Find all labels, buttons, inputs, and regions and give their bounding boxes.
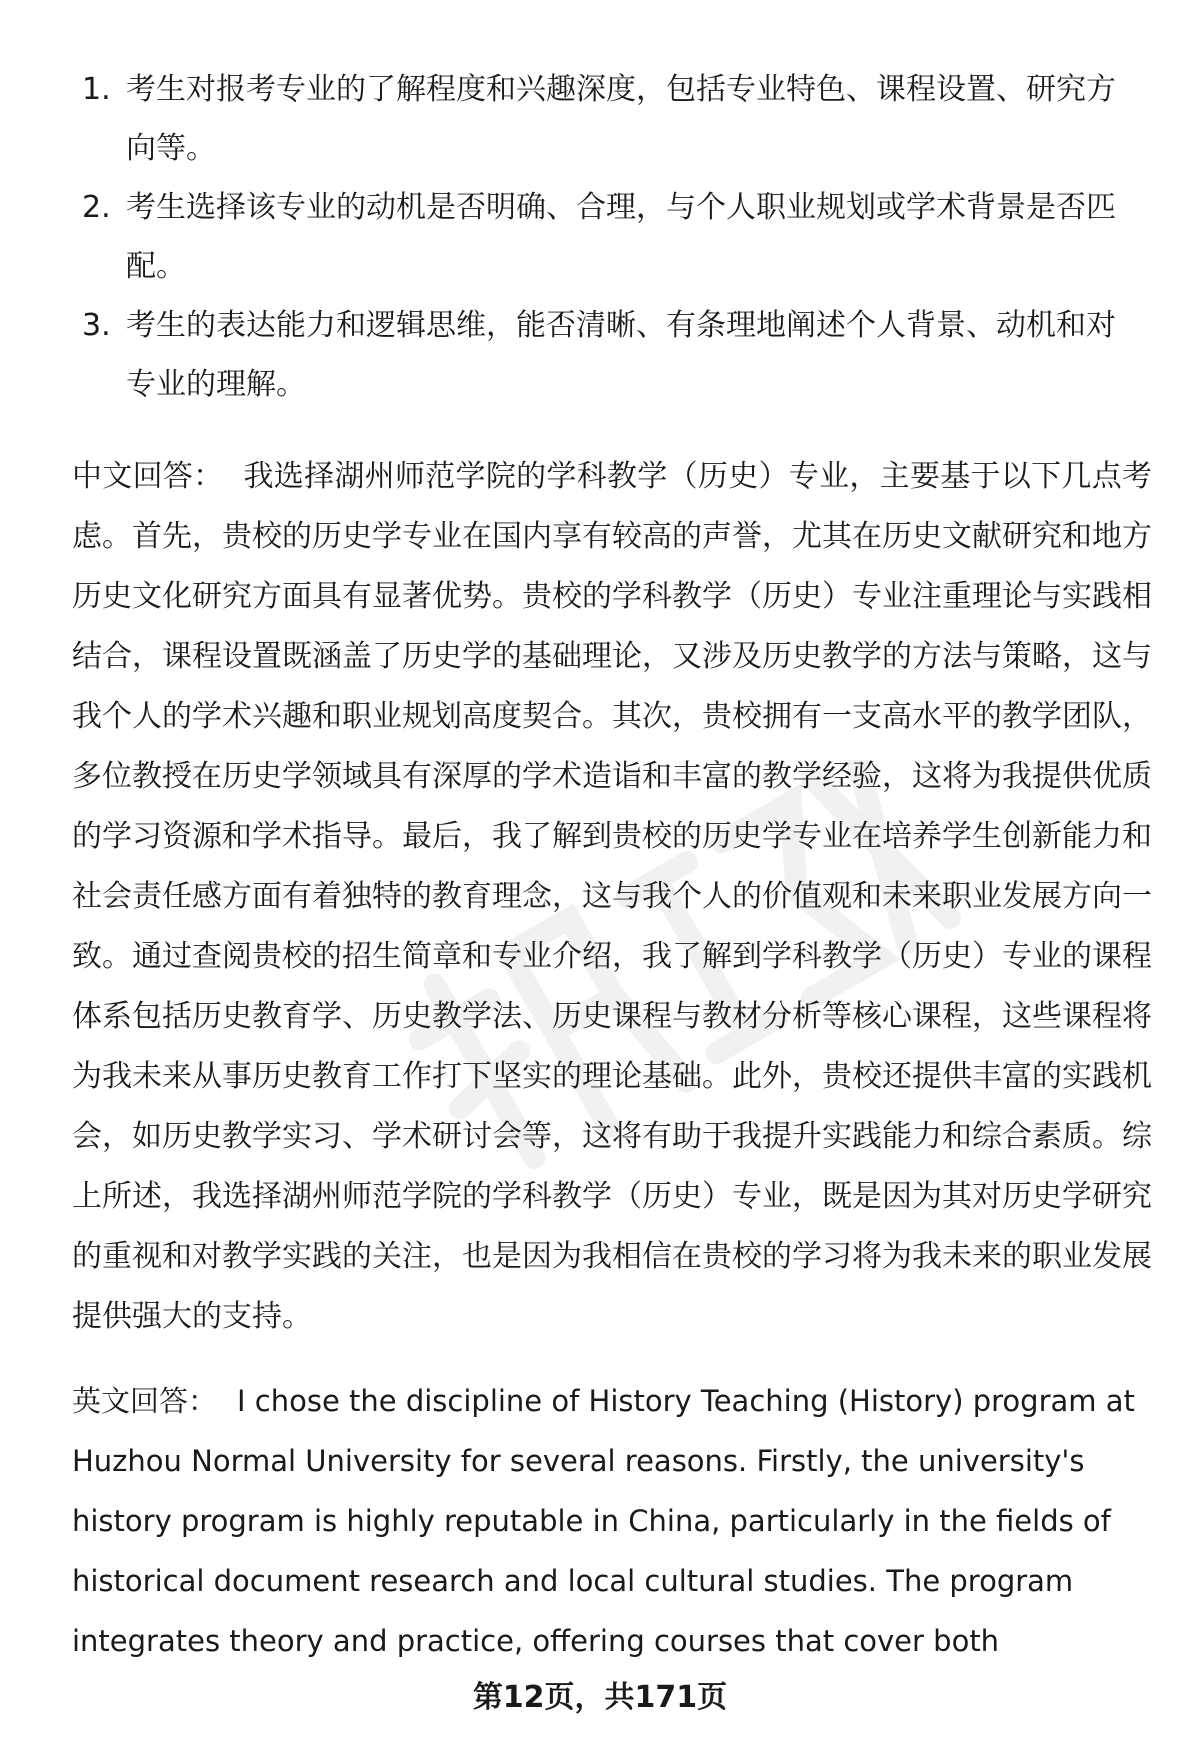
list-item-number: 2.	[82, 190, 111, 225]
list-item-text: 考生选择该专业的动机是否明确、合理，与个人职业规划或学术背景是否匹配。	[126, 190, 1116, 284]
chinese-answer-text: 我选择湖州师范学院的学科教学（历史）专业，主要基于以下几点考虑。首先，贵校的历史学专业在国内享有较高的声誉，尤其在历史文献研究和地方历史文化研究方面具有显著优势。贵校的学科教学（历史）专业注重理论与实践相结合，课程设置既涵盖了历史学的基础理论，又涉及历史教学的方法与策略，这与我个人的学术兴趣和职业规划高度契合。其次，贵校拥有一支高水平的教学团队，多位教授在历史学领域具有深厚的学术造诣和丰富的教学经验，这将为我提供优质的学习资源和学术指导。最后，我了解到贵校的历史学专业在培养学生创新能力和社会责任感方面有着独特的教育理念，这与我个人的价值观和未来职业发展方向一致。通过查阅贵校的招生简章和专业介绍，我了解到学科教学（历史）专业的课程体系包括历史教育学、历史教学法、历史课程与教材分析等核心课程，这些课程将为我未来从事历史教育工作打下坚实的理论基础。此外，贵校还提供丰富的实践机会，如历史教学实习、学术研讨会等，这将有助于我提升实践能力和综合素质。综上所述，我选择湖州师范学院的学科教学（历史）专业，既是因为其对历史学研究的重视和对教学实践的关注，也是因为我相信在贵校的学习将为我未来的职业发展提供强大的支持。	[72, 459, 1153, 1334]
list-item-text: 考生对报考专业的了解程度和兴趣深度，包括专业特色、课程设置、研究方向等。	[126, 72, 1116, 166]
chinese-answer-label: 中文回答：	[72, 459, 224, 494]
page-number-footer: 第12页，共171页	[472, 1680, 728, 1715]
list-item	[72, 296, 1142, 414]
evaluation-criteria-list	[72, 60, 1142, 414]
list-item	[72, 60, 1142, 178]
list-item-number: 3.	[82, 308, 111, 343]
english-answer-label: 英文回答：	[72, 1384, 218, 1418]
list-item-number: 1.	[82, 72, 111, 107]
list-item-text: 考生的表达能力和逻辑思维，能否清晰、有条理地阐述个人背景、动机和对专业的理解。	[126, 308, 1116, 402]
english-answer-paragraph	[72, 1371, 1152, 1671]
list-item	[72, 178, 1142, 296]
chinese-answer-paragraph	[72, 447, 1152, 1347]
english-answer-text: I chose the discipline of History Teaching (History) program at Huzhou Normal University for several reasons. Firstly, the university's history program is highly reputable in China, particularly in the fields of historical document research and local cultural studies. The program integrates theory and practice, offering courses that cover both	[72, 1384, 1135, 1658]
